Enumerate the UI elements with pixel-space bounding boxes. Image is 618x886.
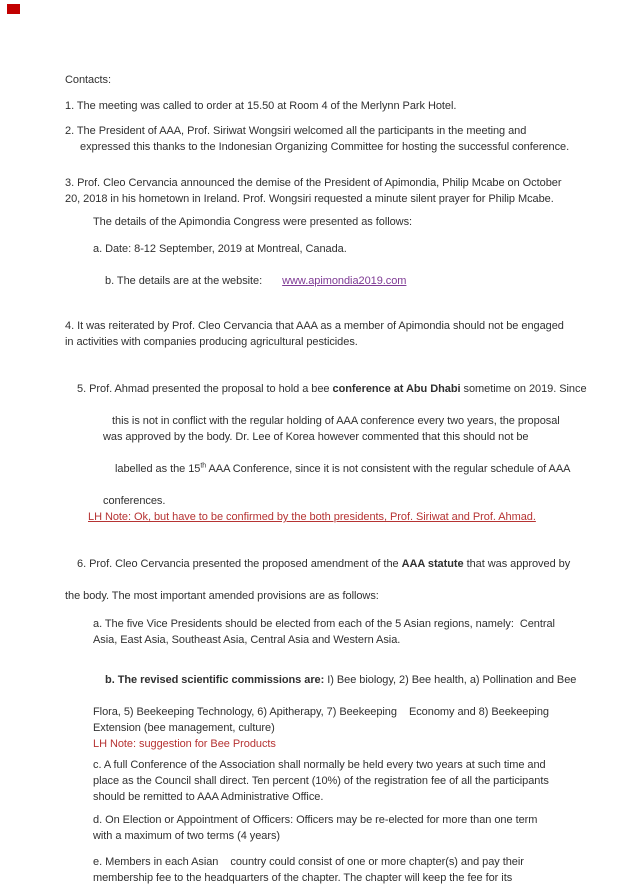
provision-d-line-1: d. On Election or Appointment of Officers: Officers may be re-elected for more than one term <box>93 814 538 826</box>
bold-text-segment: b. The revised scientific commissions are: <box>105 674 325 686</box>
minutes-item-5-line-4 <box>103 445 618 493</box>
minutes-item-2-line-2: expressed this thanks to the Indonesian Organizing Committee for hosting the successful conference. <box>80 141 570 153</box>
minutes-item-2-line-1: 2. The President of AAA, Prof. Siriwat Wongsiri welcomed all the participants in the meeting and <box>65 125 527 137</box>
minutes-item-1: 1. The meeting was called to order at 15.50 at Room 4 of the Merlynn Park Hotel. <box>65 100 457 112</box>
minutes-item-5-line-5: conferences. <box>103 495 166 507</box>
provision-b-line-3: Extension (bee management, culture) <box>93 722 275 734</box>
apimondia-detail-date: a. Date: 8-12 September, 2019 at Montreal, Canada. <box>93 243 347 255</box>
provision-a-line-2: Asia, East Asia, Southeast Asia, Central Asia and Western Asia. <box>93 634 401 646</box>
minutes-item-5-line-3: was approved by the body. Dr. Lee of Korea however commented that this should not be <box>103 431 529 443</box>
provision-e-line-2: membership fee to the headquarters of the chapter. The chapter will keep the fee for its <box>93 872 513 884</box>
minutes-item-3-line-2: 20, 2018 in his hometown in Ireland. Prof. Wongsiri requested a minute silent prayer for Philip Mcabe. <box>65 193 554 205</box>
provision-a-line-1: a. The five Vice Presidents should be elected from each of the 5 Asian regions, namely: Central <box>93 618 555 630</box>
minutes-item-5-line-1 <box>65 365 618 413</box>
lh-note-provision-b: LH Note: suggestion for Bee Products <box>93 738 276 750</box>
website-label: b. The details are at the website: <box>105 275 263 287</box>
apimondia-details-intro: The details of the Apimondia Congress were presented as follows: <box>93 216 413 228</box>
contacts-heading: Contacts: <box>65 74 112 86</box>
text-segment: I) Bee biology, 2) Bee health, a) Pollination and Bee <box>324 674 577 686</box>
provision-b-line-2: Flora, 5) Beekeeping Technology, 6) Apitherapy, 7) Beekeeping Economy and 8) Beekeeping <box>93 706 549 718</box>
red-corner-marker <box>7 4 20 14</box>
bold-text-segment: conference at Abu Dhabi <box>332 383 461 395</box>
provision-c-line-2: place as the Council shall direct. Ten percent (10%) of the registration fee of all the participants <box>93 775 549 787</box>
provision-d-line-2: with a maximum of two terms (4 years) <box>93 830 281 842</box>
provision-c-line-3: should be remitted to AAA Administrative Office. <box>93 791 324 803</box>
text-segment: 6. Prof. Cleo Cervancia presented the proposed amendment of the <box>77 558 402 570</box>
minutes-item-4-line-2: in activities with companies producing agricultural pesticides. <box>65 336 358 348</box>
text-segment: that was approved by <box>463 558 571 570</box>
minutes-item-4-line-1: 4. It was reiterated by Prof. Cleo Cervancia that AAA as a member of Apimondia should not be engaged <box>65 320 564 332</box>
minutes-item-3-line-1: 3. Prof. Cleo Cervancia announced the demise of the President of Apimondia, Philip Mcabe on October <box>65 177 562 189</box>
text-segment: sometime on 2019. Since <box>460 383 587 395</box>
minutes-item-6-line-2: the body. The most important amended provisions are as follows: <box>65 590 379 602</box>
text-segment: AAA Conference, since it is not consistent with the regular schedule of AAA <box>206 463 571 475</box>
ordinal-superscript: th <box>200 462 207 470</box>
provision-c-line-1: c. A full Conference of the Association shall normally be held every two years at such time and <box>93 759 546 771</box>
apimondia-detail-website <box>93 257 618 305</box>
bold-text-segment: AAA statute <box>401 558 464 570</box>
text-segment: labelled as the 15 <box>115 463 201 475</box>
provision-b-line-1 <box>93 656 618 704</box>
minutes-item-5-line-2: this is not in conflict with the regular holding of AAA conference every two years, the proposal <box>112 415 560 427</box>
lh-note-item-5: LH Note: Ok, but have to be confirmed by the both presidents, Prof. Siriwat and Prof. Ahmad. <box>88 511 536 523</box>
minutes-item-6-line-1 <box>65 540 618 588</box>
text-segment: 5. Prof. Ahmad presented the proposal to hold a bee <box>77 383 333 395</box>
apimondia-website-link[interactable]: www.apimondia2019.com <box>282 275 407 287</box>
provision-e-line-1: e. Members in each Asian country could consist of one or more chapter(s) and pay their <box>93 856 524 868</box>
